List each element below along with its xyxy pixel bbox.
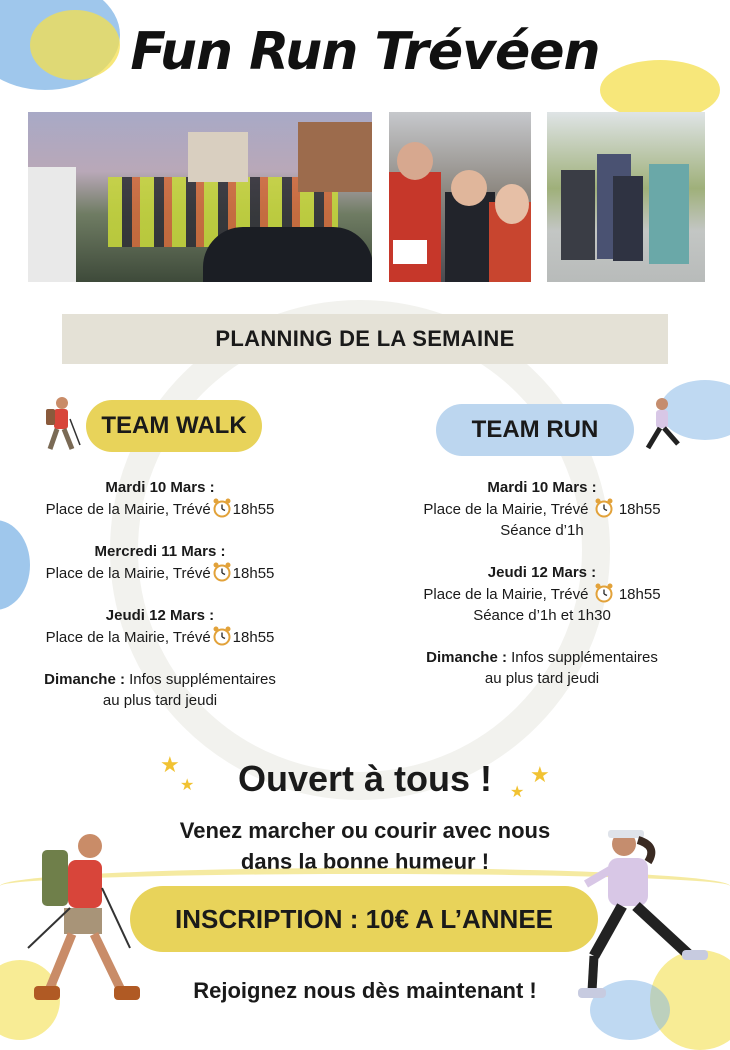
session-day: Dimanche : [426, 649, 507, 666]
walk-sunday [20, 669, 300, 711]
session-time: 18h55 [232, 629, 275, 646]
hiker-icon [40, 395, 82, 453]
star-icon: ★ [510, 784, 525, 801]
alarm-clock-icon [213, 626, 231, 646]
run-schedule [400, 477, 684, 689]
session-day: Dimanche : [44, 671, 125, 688]
session-place: Place de la Mairie, Trévé [423, 501, 589, 518]
alarm-clock-icon [213, 498, 231, 518]
session-day: Mardi 10 Mars : [487, 479, 597, 496]
runner-icon [640, 396, 684, 454]
session-time: 18h55 [618, 501, 661, 518]
session-day: Jeudi 12 Mars : [487, 564, 597, 581]
team-run-label: TEAM RUN [436, 404, 634, 456]
join-now-text: Rejoignez nous dès maintenant ! [193, 978, 537, 1003]
session-place: Place de la Mairie, Trévé [423, 586, 589, 603]
session-time: 18h55 [232, 565, 275, 582]
session-place: Place de la Mairie, Trévé [45, 629, 211, 646]
run-sunday [400, 647, 684, 689]
walk-session [20, 605, 300, 648]
sunday-info: Infos supplémentaires [511, 649, 658, 666]
session-day: Mercredi 11 Mars : [94, 543, 226, 560]
invitation-line-2: dans la bonne humeur ! [240, 849, 490, 874]
session-extra: Séance d’1h [500, 522, 584, 539]
invitation-line-1: Venez marcher ou courir avec nous [179, 818, 551, 843]
planning-banner: PLANNING DE LA SEMAINE [62, 314, 668, 364]
session-place: Place de la Mairie, Trévé [45, 501, 211, 518]
sunday-info: Infos supplémentaires [129, 671, 276, 688]
session-time: 18h55 [232, 501, 275, 518]
inscription-price-badge: INSCRIPTION : 10€ A L’ANNEE [130, 886, 598, 952]
runners-photo [389, 112, 531, 282]
session-day: Mardi 10 Mars : [105, 479, 215, 496]
star-icon: ★ [530, 762, 550, 787]
sunday-info-2: au plus tard jeudi [484, 670, 600, 687]
team-walk-label: TEAM WALK [86, 400, 262, 452]
session-time: 18h55 [618, 586, 661, 603]
walk-session [20, 541, 300, 584]
alarm-clock-icon [595, 583, 613, 603]
run-session [400, 477, 684, 541]
sunday-info-2: au plus tard jeudi [102, 692, 218, 709]
page-title: Fun Run Trévéen [130, 22, 600, 82]
star-icon: ★ [180, 777, 195, 794]
group-photo [28, 112, 372, 282]
session-place: Place de la Mairie, Trévé [45, 565, 211, 582]
open-to-all-heading: Ouvert à tous ! [237, 758, 493, 799]
session-extra: Séance d’1h et 1h30 [473, 607, 611, 624]
walkers-photo [547, 112, 705, 282]
run-session [400, 562, 684, 626]
walk-session [20, 477, 300, 520]
session-day: Jeudi 12 Mars : [105, 607, 215, 624]
alarm-clock-icon [213, 562, 231, 582]
alarm-clock-icon [595, 498, 613, 518]
walk-schedule [20, 477, 300, 711]
star-icon: ★ [160, 752, 180, 777]
